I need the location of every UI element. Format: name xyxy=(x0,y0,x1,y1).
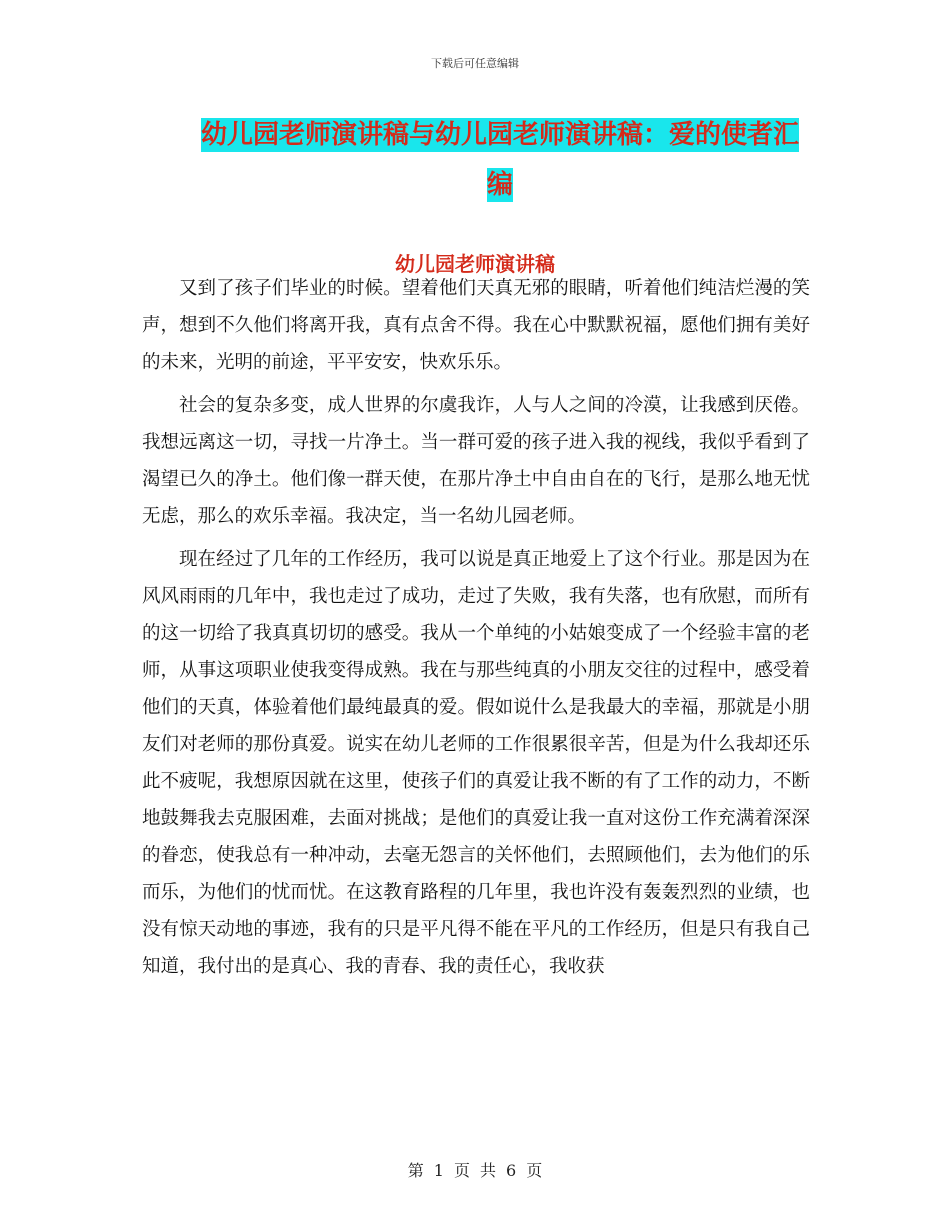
total-pages: 6 xyxy=(506,1161,517,1180)
page-number: 1 xyxy=(433,1161,444,1180)
document-title-text: 幼儿园老师演讲稿与幼儿园老师演讲稿：爱的使者汇编 xyxy=(200,120,799,200)
page-footer xyxy=(0,1158,950,1181)
footer-prefix: 第 xyxy=(407,1161,424,1180)
footer-total-unit: 页 xyxy=(526,1161,543,1180)
paragraph: 又到了孩子们毕业的时候。望着他们天真无邪的眼睛，听着他们纯洁烂漫的笑声，想到不久他们将离开我，真有点舍不得。我在心中默默祝福，愿他们拥有美好的未来，光明的前途，平平安安，快欢乐乐。 xyxy=(142,278,810,373)
paragraph: 现在经过了几年的工作经历，我可以说是真正地爱上了这个行业。那是因为在风风雨雨的几年中，我也走过了成功，走过了失败，我有失落，也有欣慰，而所有的这一切给了我真真切切的感受。我从一个单纯的小姑娘变成了一个经验丰富的老师，从事这项职业使我变得成熟。我在与那些纯真的小朋友交往的过程中，感受着他们的天真，体验着他们最纯最真的爱。假如说什么是我最大的幸福，那就是小朋友们对老师的那份真爱。说实在幼儿老师的工作很累很辛苦，但是为什么我却还乐此不疲呢，我想原因就在这里，使孩子们的真爱让我不断的有了工作的动力，不断地鼓舞我去克服困难，去面对挑战；是他们的真爱让我一直对这份工作充满着深深的眷恋，使我总有一种冲动，去毫无怨言的关怀他们，去照顾他们，去为他们的乐而乐，为他们的忧而忧。在这教育路程的几年里，我也许没有轰轰烈烈的业绩，也没有惊天动地的事迹，我有的只是平凡得不能在平凡的工作经历，但是只有我自己知道，我付出的是真心、我的青春、我的责任心，我收获 xyxy=(142,549,810,977)
footer-total-prefix: 共 xyxy=(480,1161,497,1180)
footer-page-unit: 页 xyxy=(453,1161,470,1180)
section-heading: 幼儿园老师演讲稿 xyxy=(395,252,555,276)
body-text xyxy=(142,270,810,985)
header-note: 下载后可任意编辑 xyxy=(431,57,519,70)
document-title xyxy=(195,110,805,210)
paragraph: 社会的复杂多变，成人世界的尔虞我诈，人与人之间的冷漠，让我感到厌倦。我想远离这一切，寻找一片净土。当一群可爱的孩子进入我的视线，我似乎看到了渴望已久的净土。他们像一群天使，在那片净土中自由自在的飞行，是那么地无忧无虑，那么的欢乐幸福。我决定，当一名幼儿园老师。 xyxy=(142,395,810,527)
